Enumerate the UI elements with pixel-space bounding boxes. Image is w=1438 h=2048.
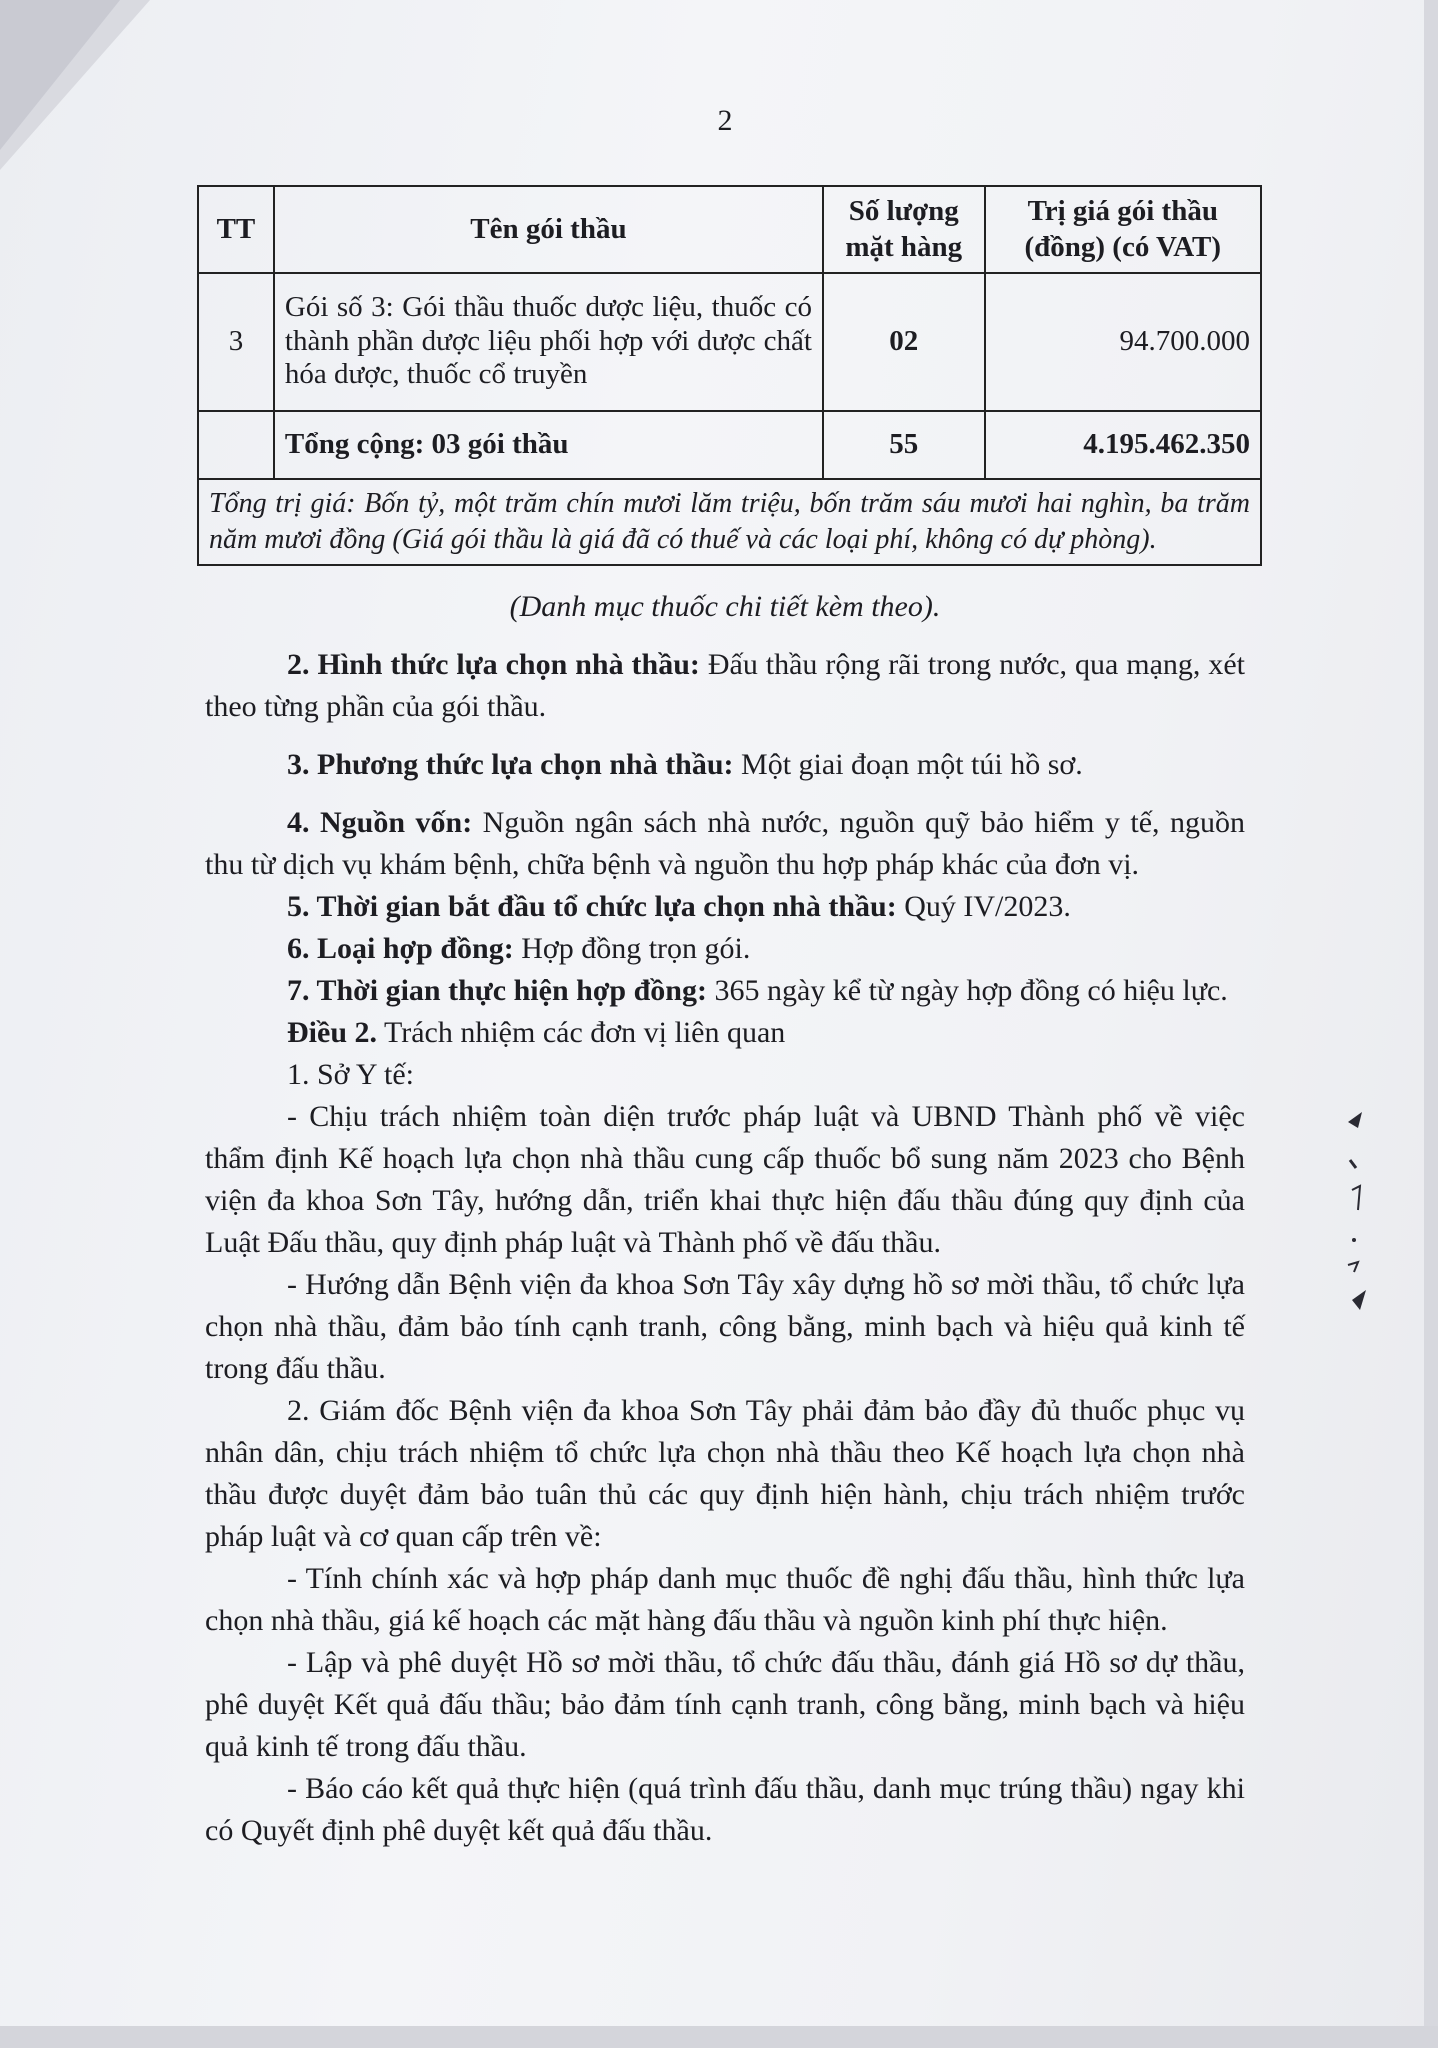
margin-ink-marks	[1340, 1100, 1380, 1330]
header-tt: TT	[198, 186, 274, 273]
bid-package-table	[197, 185, 1262, 566]
cell-total-label: Tổng cộng: 03 gói thầu	[274, 411, 823, 479]
section-2	[205, 644, 1245, 728]
section-4	[205, 802, 1245, 886]
cell-total-note: Tổng trị giá: Bốn tỷ, một trăm chín mươi lăm triệu, bốn trăm sáu mươi hai nghìn, ba trăm năm mươi đồng (Giá gói thầu là giá đã có thuế và các loại phí, không có dự phòng).	[198, 479, 1261, 566]
table-note-row	[198, 479, 1261, 566]
section-7-label: 7. Thời gian thực hiện hợp đồng:	[287, 974, 707, 1007]
article-2-label: Điều 2.	[287, 1016, 377, 1049]
dept-health-heading: 1. Sở Y tế:	[287, 1058, 414, 1091]
cell-value: 94.700.000	[985, 273, 1261, 411]
section-6-label: 6. Loại hợp đồng:	[287, 932, 514, 965]
header-value: Trị giá gói thầu (đồng) (có VAT)	[985, 186, 1261, 273]
hospital-duty-1: - Tính chính xác và hợp pháp danh mục thuốc đề nghị đấu thầu, hình thức lựa chọn nhà thầu, giá kế hoạch các mặt hàng đấu thầu và nguồn kinh phí thực hiện.	[205, 1562, 1245, 1637]
article-2-text: Trách nhiệm các đơn vị liên quan	[377, 1016, 786, 1049]
attachment-note: (Danh mục thuốc chi tiết kèm theo).	[509, 590, 941, 623]
page-corner-shadow	[0, 0, 120, 150]
header-qty: Số lượng mặt hàng	[823, 186, 985, 273]
table-row	[198, 273, 1261, 411]
header-name: Tên gói thầu	[274, 186, 823, 273]
cell-total-qty: 55	[823, 411, 985, 479]
cell-tt: 3	[198, 273, 274, 411]
cell-total-tt	[198, 411, 274, 479]
section-6	[205, 928, 1245, 970]
dept-health-duty-2: - Hướng dẫn Bệnh viện đa khoa Sơn Tây xây dựng hồ sơ mời thầu, tổ chức lựa chọn nhà thầu, đảm bảo tính cạnh tranh, công bằng, minh bạch và hiệu quả kinh tế trong đấu thầu.	[205, 1268, 1245, 1385]
section-4-text: Nguồn ngân sách nhà nước, nguồn quỹ bảo hiểm y tế, nguồn thu từ dịch vụ khám bệnh, chữa bệnh và nguồn thu hợp pháp khác của đơn vị.	[205, 806, 1245, 881]
section-2-text: Đấu thầu rộng rãi trong nước, qua mạng, xét theo từng phần của gói thầu.	[205, 648, 1245, 723]
section-7-text: 365 ngày kể từ ngày hợp đồng có hiệu lực.	[706, 974, 1228, 1007]
section-3-label: 3. Phương thức lựa chọn nhà thầu:	[287, 748, 734, 781]
section-2-label: 2. Hình thức lựa chọn nhà thầu:	[287, 648, 700, 681]
hospital-duty-3: - Báo cáo kết quả thực hiện (quá trình đấu thầu, danh mục trúng thầu) ngay khi có Quyết định phê duyệt kết quả đấu thầu.	[205, 1772, 1245, 1847]
page-number: 2	[717, 104, 733, 137]
page-bottom-edge	[0, 2026, 1438, 2048]
cell-total-value: 4.195.462.350	[985, 411, 1261, 479]
section-5	[205, 886, 1245, 928]
section-4-label: 4. Nguồn vốn:	[287, 806, 473, 839]
document-body	[205, 586, 1245, 1852]
section-5-text: Quý IV/2023.	[896, 890, 1071, 923]
dept-health-duty-1: - Chịu trách nhiệm toàn diện trước pháp luật và UBND Thành phố về việc thẩm định Kế hoạch lựa chọn nhà thầu cung cấp thuốc bổ sung năm 2023 cho Bệnh viện đa khoa Sơn Tây, hướng dẫn, triển khai thực hiện đấu thầu đúng quy định của Luật Đấu thầu, quy định pháp luật và Thành phố về đấu thầu.	[205, 1100, 1245, 1259]
section-3-text: Một giai đoạn một túi hồ sơ.	[733, 748, 1083, 781]
hospital-director-duty: 2. Giám đốc Bệnh viện đa khoa Sơn Tây phải đảm bảo đầy đủ thuốc phục vụ nhân dân, chịu trách nhiệm tổ chức lựa chọn nhà thầu theo Kế hoạch lựa chọn nhà thầu được duyệt đảm bảo tuân thủ các quy định hiện hành, chịu trách nhiệm trước pháp luật và cơ quan cấp trên về:	[205, 1394, 1245, 1553]
table-total-row	[198, 411, 1261, 479]
cell-qty: 02	[823, 273, 985, 411]
hospital-duty-2: - Lập và phê duyệt Hồ sơ mời thầu, tổ chức đấu thầu, đánh giá Hồ sơ dự thầu, phê duyệt Kết quả đấu thầu; bảo đảm tính cạnh tranh, công bằng, minh bạch và hiệu quả kinh tế trong đấu thầu.	[205, 1646, 1245, 1763]
table-header-row	[198, 186, 1261, 273]
cell-name: Gói số 3: Gói thầu thuốc dược liệu, thuốc có thành phần dược liệu phối hợp với dược chất hóa dược, thuốc cổ truyền	[274, 273, 823, 411]
page-right-edge	[1424, 0, 1438, 2048]
article-2-heading	[205, 1012, 1245, 1054]
section-5-label: 5. Thời gian bắt đầu tổ chức lựa chọn nhà thầu:	[287, 890, 897, 923]
section-7	[205, 970, 1245, 1012]
section-3	[205, 744, 1245, 786]
section-6-text: Hợp đồng trọn gói.	[513, 932, 751, 965]
